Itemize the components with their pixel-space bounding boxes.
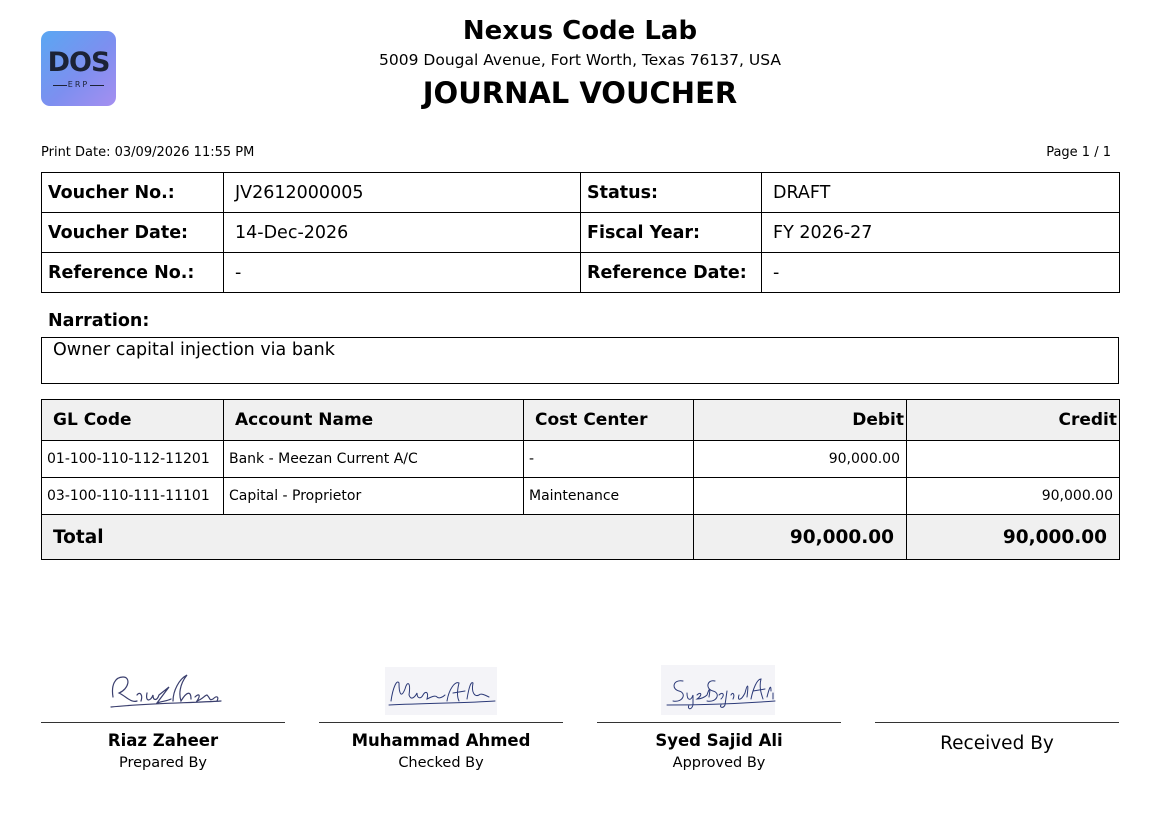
credit-cell bbox=[907, 441, 1120, 478]
company-name: Nexus Code Lab bbox=[462, 16, 698, 46]
header-account-name: Account Name bbox=[224, 400, 524, 441]
reference-no-label: Reference No.: bbox=[42, 253, 224, 293]
total-debit: 90,000.00 bbox=[694, 515, 907, 560]
header-credit: Credit bbox=[907, 400, 1120, 441]
cost-center-cell: - bbox=[524, 441, 694, 478]
signature-image bbox=[319, 661, 563, 719]
total-label: Total bbox=[42, 515, 694, 560]
signature-line bbox=[319, 722, 563, 723]
reference-no-value: - bbox=[224, 253, 581, 293]
print-date: Print Date: 03/09/2026 11:55 PM bbox=[41, 145, 255, 160]
reference-date-label: Reference Date: bbox=[581, 253, 762, 293]
signature-image bbox=[41, 661, 285, 719]
narration-text: Owner capital injection via bank bbox=[41, 337, 1119, 384]
credit-cell: 90,000.00 bbox=[907, 478, 1120, 515]
reference-date-value: - bbox=[762, 253, 1120, 293]
header-cost-center: Cost Center bbox=[524, 400, 694, 441]
table-header-row bbox=[42, 400, 1120, 441]
signature-block-prepared bbox=[41, 655, 285, 785]
status-value: DRAFT bbox=[762, 173, 1120, 213]
header-debit: Debit bbox=[694, 400, 907, 441]
signatory-role: Checked By bbox=[398, 755, 484, 771]
document-title: JOURNAL VOUCHER bbox=[422, 76, 738, 110]
header-gl-code: GL Code bbox=[42, 400, 224, 441]
fiscal-year-label: Fiscal Year: bbox=[581, 213, 762, 253]
signature-line bbox=[41, 722, 285, 723]
signatory-name: Muhammad Ahmed bbox=[351, 731, 531, 750]
voucher-no-label: Voucher No.: bbox=[42, 173, 224, 213]
signature-image bbox=[597, 661, 841, 719]
signatory-role: Prepared By bbox=[118, 755, 208, 771]
company-address: 5009 Dougal Avenue, Fort Worth, Texas 76137, USA bbox=[379, 51, 781, 69]
received-by-label: Received By bbox=[940, 733, 1054, 754]
voucher-date-label: Voucher Date: bbox=[42, 213, 224, 253]
voucher-no-value: JV2612000005 bbox=[224, 173, 581, 213]
fiscal-year-value: FY 2026-27 bbox=[762, 213, 1120, 253]
journal-lines-table bbox=[41, 399, 1120, 560]
logo-subtext: ERP bbox=[67, 80, 90, 89]
total-credit: 90,000.00 bbox=[907, 515, 1120, 560]
voucher-date-value: 14-Dec-2026 bbox=[224, 213, 581, 253]
account-name-cell: Capital - Proprietor bbox=[224, 478, 524, 515]
cost-center-cell: Maintenance bbox=[524, 478, 694, 515]
page-number: Page 1 / 1 bbox=[1046, 145, 1111, 160]
signature-line bbox=[597, 722, 841, 723]
info-row bbox=[42, 173, 1120, 213]
gl-code-cell: 01-100-110-112-11201 bbox=[42, 441, 224, 478]
signature-block-approved bbox=[597, 655, 841, 785]
narration-label: Narration: bbox=[48, 311, 150, 331]
debit-cell bbox=[694, 478, 907, 515]
signatory-role: Approved By bbox=[672, 755, 766, 771]
account-name-cell: Bank - Meezan Current A/C bbox=[224, 441, 524, 478]
signature-block-received bbox=[875, 655, 1119, 785]
table-row bbox=[42, 441, 1120, 478]
debit-cell: 90,000.00 bbox=[694, 441, 907, 478]
signature-line bbox=[875, 722, 1119, 723]
gl-code-cell: 03-100-110-111-11101 bbox=[42, 478, 224, 515]
info-row bbox=[42, 253, 1120, 293]
status-label: Status: bbox=[581, 173, 762, 213]
voucher-info-table bbox=[41, 172, 1120, 293]
total-row bbox=[42, 515, 1120, 560]
info-row bbox=[42, 213, 1120, 253]
signatory-name: Syed Sajid Ali bbox=[655, 731, 783, 750]
signature-block-checked bbox=[319, 655, 563, 785]
table-row bbox=[42, 478, 1120, 515]
signatory-name: Riaz Zaheer bbox=[107, 731, 219, 750]
logo-text: DOS bbox=[47, 47, 110, 78]
